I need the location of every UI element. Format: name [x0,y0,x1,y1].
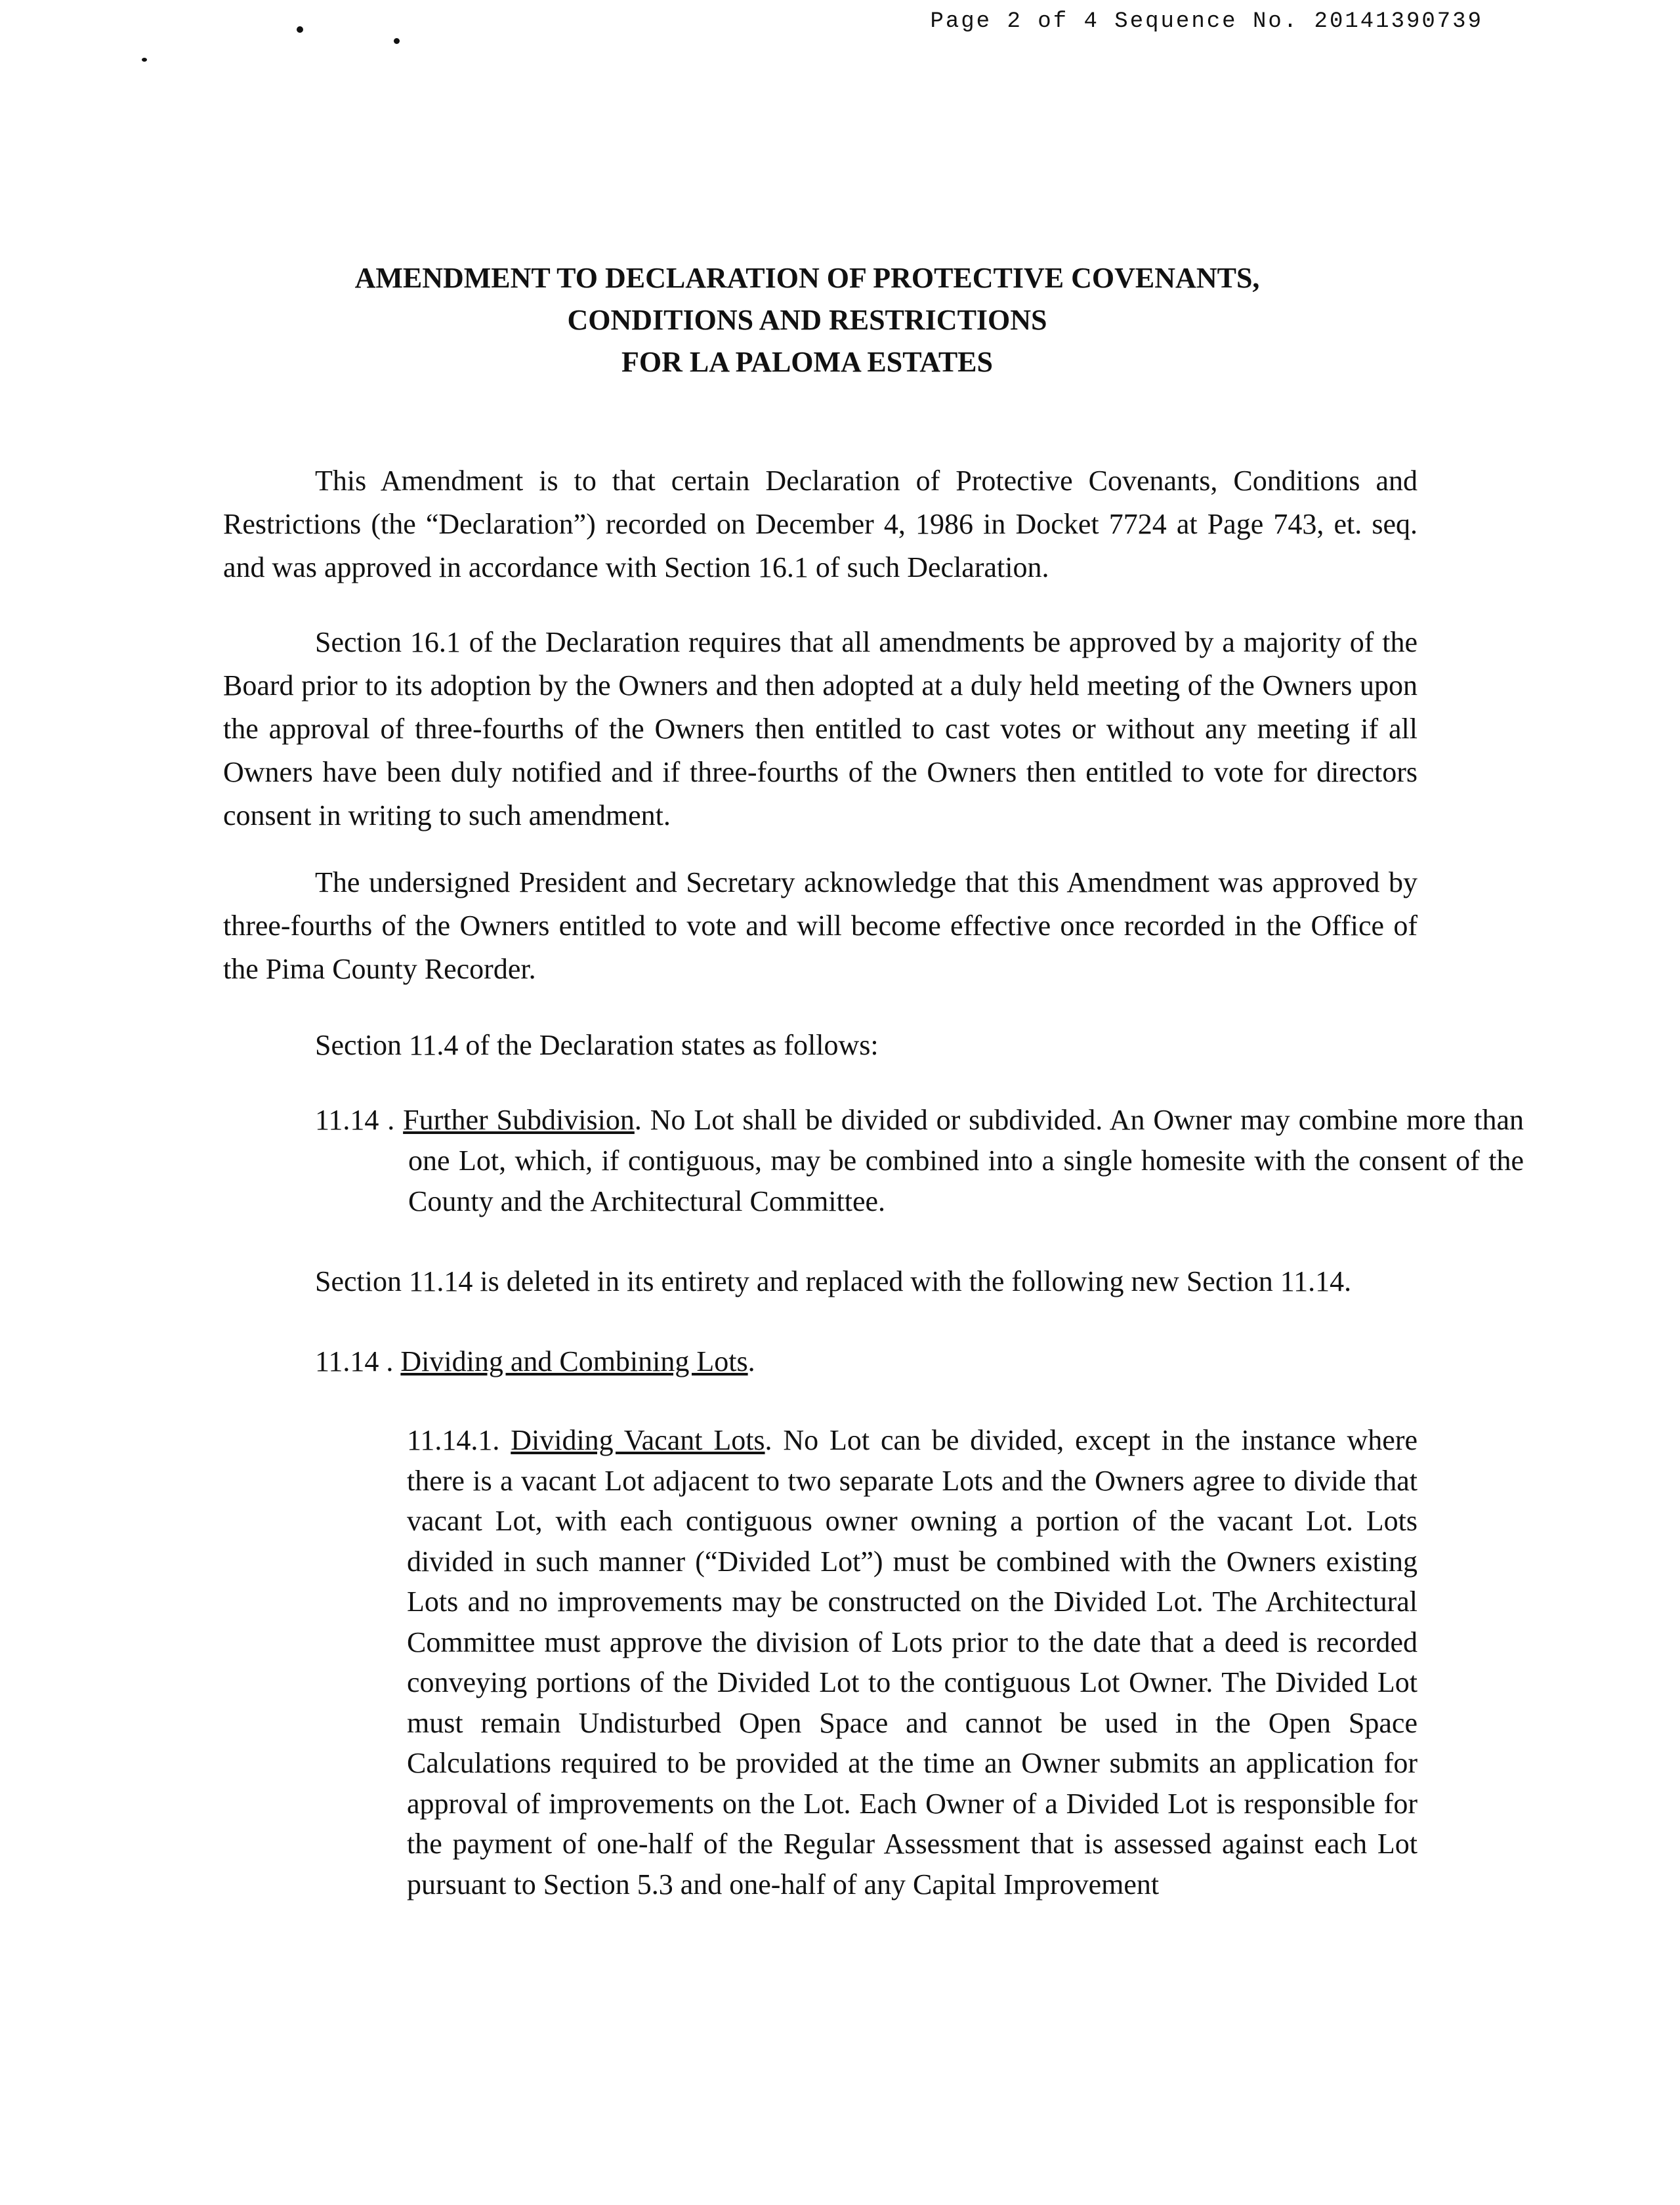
title-line-2: CONDITIONS AND RESTRICTIONS [567,304,1047,336]
old-section-heading: Further Subdivision [403,1104,635,1136]
subsection-11-14-1 [407,1420,1418,1904]
new-section-heading-end: . [747,1345,755,1377]
page-sequence-header: Page 2 of 4 Sequence No. 20141390739 [930,9,1483,34]
scan-speck [394,38,400,44]
scan-speck [297,26,303,33]
title-line-3: FOR LA PALOMA ESTATES [621,346,993,378]
old-section-number: 11.14 . [315,1104,395,1136]
acknowledgement-paragraph: The undersigned President and Secretary acknowledge that this Amendment was approved by three-fourths of the Owners entitled to vote and will become effective once recorded in the Office of the Pima County Recorder. [223,866,1418,985]
section-11-4-intro: Section 11.4 of the Declaration states as follows: [315,1029,879,1061]
intro-paragraph: This Amendment is to that certain Declaration of Protective Covenants, Conditions and Restrictions (the “Declaration”) recorded on December 4, 1986 in Docket 7724 at Page 743, et. seq. and was approved in accordance with Section 16.1 of such Declaration. [223,465,1418,583]
old-section-11-14 [315,1100,1524,1222]
subsection-body: . No Lot can be divided, except in the instance where there is a vacant Lot adjacent to two separate Lots and the Owners agree to divide that vacant Lot, with each contiguous owner owning a portion of the vacant Lot. Lots divided in such manner (“Divided Lot”) must be combined with the Owners existing Lots and no improvements may be constructed on the Divided Lot. The Architectural Committee must approve the division of Lots prior to the date that a deed is recorded conveying portions of the Divided Lot to the contiguous Lot Owner. The Divided Lot must remain Undisturbed Open Space and cannot be used in the Open Space Calculations required to be provided at the time an Owner submits an application for approval of improvements on the Lot. Each Owner of a Divided Lot is responsible for the payment of one-half of the Regular Assessment that is assessed against each Lot pursuant to Section 5.3 and one-half of any Capital Improvement [407,1424,1418,1900]
new-section-number: 11.14 . [315,1345,394,1377]
deleted-notice: Section 11.14 is deleted in its entirety and replaced with the following new Section 11.14. [315,1265,1352,1297]
new-section-11-14 [315,1340,1431,1383]
subsection-number: 11.14.1. [407,1424,500,1456]
document-title [223,257,1391,383]
section-16-1-paragraph: Section 16.1 of the Declaration requires that all amendments be approved by a majority of the Board prior to its adoption by the Owners and then adopted at a duly held meeting of the Owners upon the approval of three-fourths of the Owners then entitled to cast votes or without any meeting if all Owners have been duly notified and if three-fourths of the Owners then entitled to vote for directors consent in writing to such amendment. [223,626,1418,831]
title-line-1: AMENDMENT TO DECLARATION OF PROTECTIVE COVENANTS, [354,262,1260,294]
scan-speck [142,58,147,62]
old-section-body: . No Lot shall be divided or subdivided. An Owner may combine more than one Lot, which, if contiguous, may be combined into a single homesite with the consent of the County and the Architectural Committee. [408,1104,1524,1217]
subsection-heading: Dividing Vacant Lots [511,1424,765,1456]
new-section-heading: Dividing and Combining Lots [400,1345,748,1377]
